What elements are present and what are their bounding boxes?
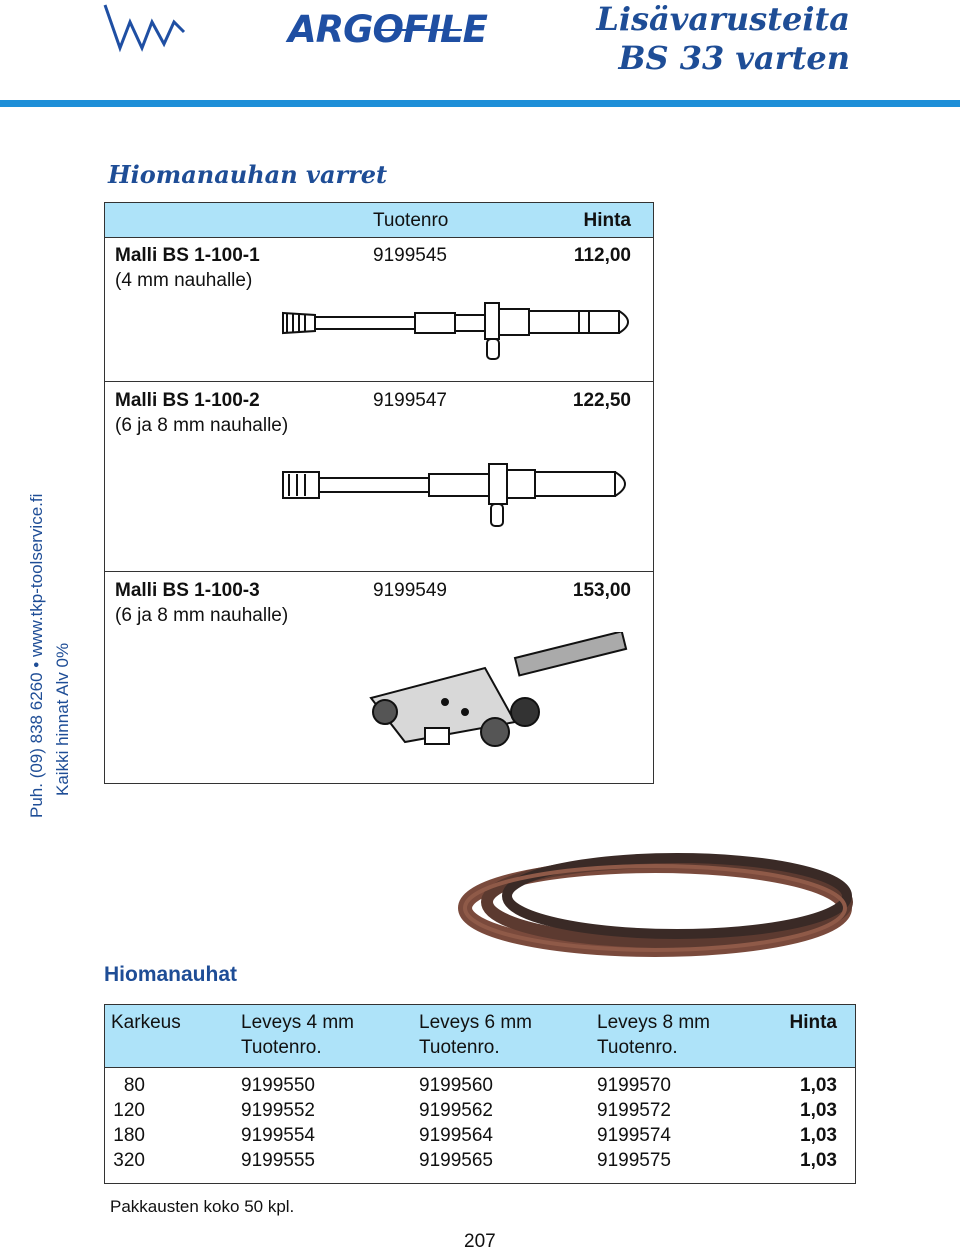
code-6-cell: 9199565 (419, 1150, 493, 1171)
model-row (105, 237, 653, 381)
header-rule (0, 100, 960, 107)
model-code: 9199547 (373, 390, 447, 411)
holders-table (104, 202, 654, 784)
header-code-4: Tuotenro. (241, 1037, 322, 1058)
sanding-belts-image (455, 838, 855, 973)
page-title (596, 0, 850, 78)
code-4-cell: 9199554 (241, 1125, 315, 1146)
header-width-8: Leveys 8 mm (597, 1012, 710, 1033)
code-8-cell: 9199574 (597, 1125, 671, 1146)
argofile-logo (100, 0, 487, 60)
model-price: 122,50 (572, 390, 631, 411)
model-row (105, 381, 653, 572)
logo-text: ARGOFILE (288, 8, 487, 51)
header-grit: Karkeus (111, 1012, 181, 1033)
belt-arm-tool-2-image (279, 462, 641, 534)
page-number: 207 (464, 1231, 496, 1252)
section-title-belts: Hiomanauhat (104, 963, 238, 986)
header-width-4: Leveys 4 mm (241, 1012, 354, 1033)
belts-table (104, 1004, 856, 1184)
title-line-2: BS 33 varten (618, 39, 850, 77)
model-note: (6 ja 8 mm nauhalle) (115, 415, 289, 436)
model-price: 112,00 (573, 245, 631, 266)
section-title-holders: Hiomanauhan varret (108, 160, 388, 189)
code-8-cell: 9199570 (597, 1075, 671, 1096)
header-code-6: Tuotenro. (419, 1037, 500, 1058)
model-name: Malli BS 1-100-3 (115, 580, 260, 601)
model-code: 9199549 (373, 580, 447, 601)
code-8-cell: 9199575 (597, 1150, 671, 1171)
price-cell: 1,03 (800, 1150, 837, 1171)
header-width-6: Leveys 6 mm (419, 1012, 532, 1033)
grit-cell: 180 (113, 1125, 145, 1146)
model-name: Malli BS 1-100-1 (115, 245, 260, 266)
code-4-cell: 9199550 (241, 1075, 315, 1096)
price-cell: 1,03 (800, 1125, 837, 1146)
belts-table-header (105, 1005, 855, 1068)
header-code: Tuotenro (373, 210, 449, 231)
side-contact-line: Puh. (09) 838 6260 • www.tkp-toolservice.fi (27, 493, 46, 818)
model-name: Malli BS 1-100-2 (115, 390, 260, 411)
model-note: (4 mm nauhalle) (115, 270, 253, 291)
grit-cell: 120 (113, 1100, 145, 1121)
model-note: (6 ja 8 mm nauhalle) (115, 605, 289, 626)
title-line-1: Lisävarusteita (596, 0, 850, 38)
code-4-cell: 9199555 (241, 1150, 315, 1171)
model-code: 9199545 (373, 245, 447, 266)
belt-arm-tool-3-image (365, 632, 635, 762)
model-row (105, 571, 653, 784)
code-8-cell: 9199572 (597, 1100, 671, 1121)
side-contact (24, 418, 76, 818)
price-cell: 1,03 (800, 1075, 837, 1096)
code-6-cell: 9199564 (419, 1125, 493, 1146)
grit-cell: 320 (113, 1150, 145, 1171)
belt-arm-tool-1-image (279, 299, 641, 363)
model-price: 153,00 (572, 580, 631, 601)
header-code-8: Tuotenro. (597, 1037, 678, 1058)
holders-table-header (105, 203, 653, 238)
grit-cell: 80 (123, 1075, 145, 1096)
code-6-cell: 9199562 (419, 1100, 493, 1121)
code-6-cell: 9199560 (419, 1075, 493, 1096)
package-size-note: Pakkausten koko 50 kpl. (110, 1197, 295, 1216)
header-price: Hinta (789, 1012, 837, 1033)
code-4-cell: 9199552 (241, 1100, 315, 1121)
header-price: Hinta (583, 210, 631, 231)
price-cell: 1,03 (800, 1100, 837, 1121)
side-vat-line: Kaikki hinnat Alv 0% (53, 642, 72, 796)
